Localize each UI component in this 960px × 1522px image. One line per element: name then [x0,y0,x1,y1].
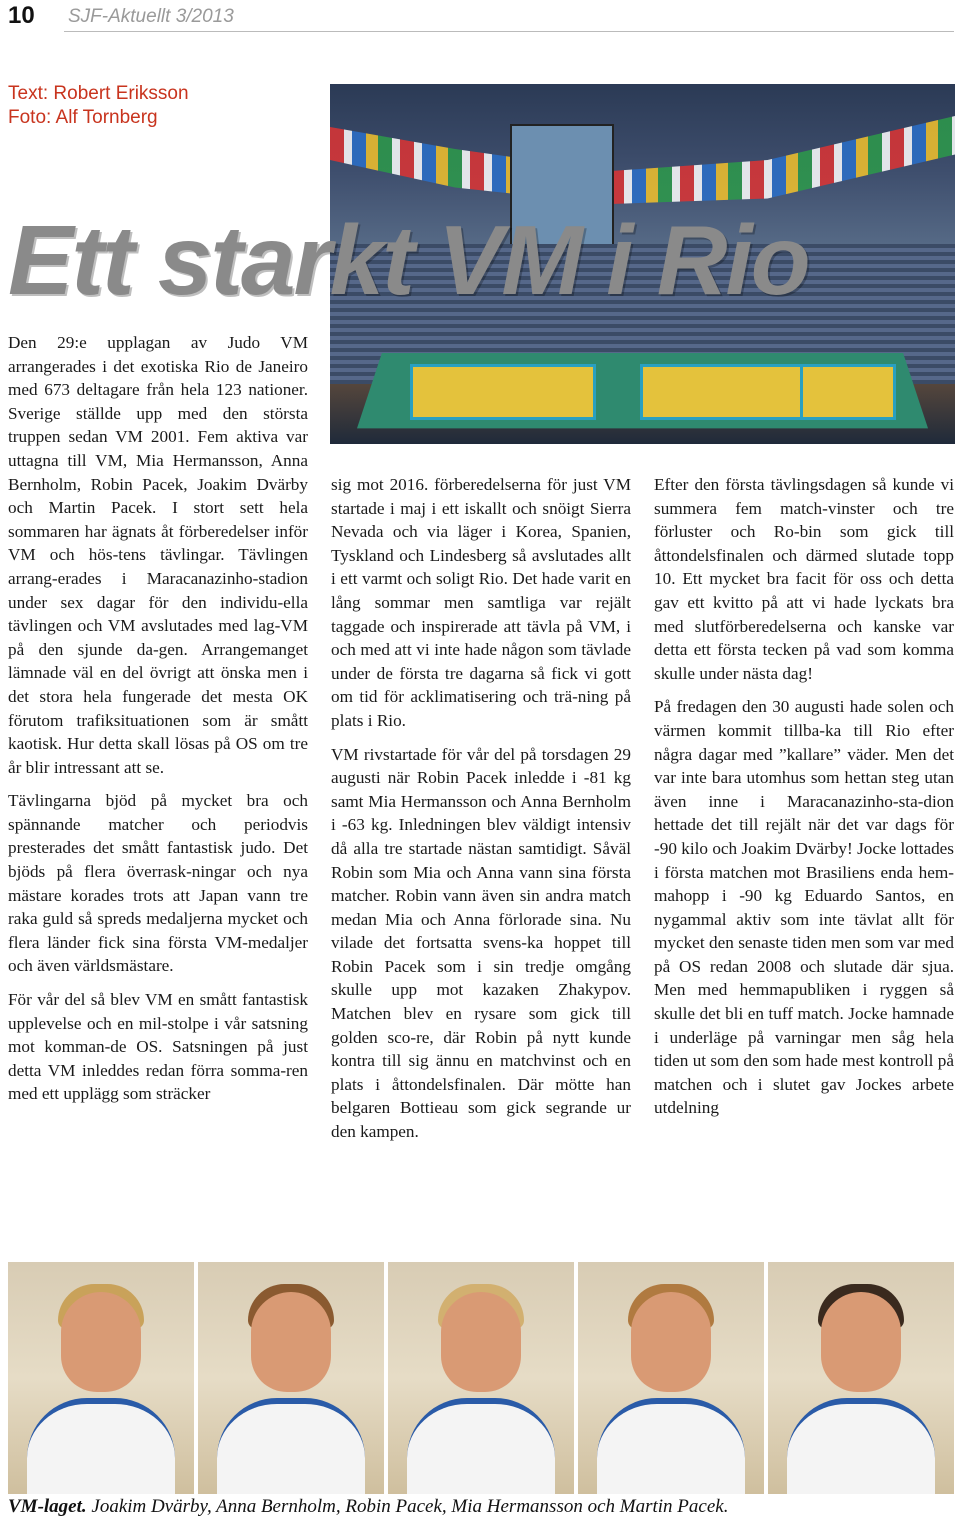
credits [8,82,189,130]
shirt [27,1398,176,1494]
article-column-3 [654,473,954,1130]
face [631,1292,711,1392]
shirt [597,1398,746,1494]
page-header [0,0,960,36]
paragraph: sig mot 2016. förberedelserna för just VM startade i maj i ett iskallt och snöigt Sierra Nevada och via läger i Korea, Spanien, Tyskland och Lindesberg så avslutades allt i ett varmt och soligt Rio. Det hade varit en lång sommar men samtliga var rejält taggade och inspirerade att tävla på VM, i och med att vi inte hade någon som tävlade under de första tre dagarna så fick vi gott om tid för acklimatisering och trä-ning på plats i Rio. [331,475,631,730]
paragraph: Den 29:e upplagan av Judo VM arrangerades i det exotiska Rio de Janeiro med 673 deltagare från hela 123 nationer. Sverige ställde upp med den största truppen sedan VM 2001. Fem aktiva var uttagna till VM, Mia Hermansson, Anna Bernholm, Robin Pacek, Joakim Dvärby och Martin Pacek. I stort sett hela sommaren har ägnats åt förberedelser inför VM och hös-tens tävlingar. Tävlingen arrang-erades i Maracanazinho-stadion under sex dagar för den individu-ella tävlingen och VM avslutades med lag-VM på den sjunde da-gen. Arrangemanget lämnade väl en del övrigt att önska men i det stora hela fungerade det mesta OK förutom trafiksituationen som är smått kaotisk. Hur detta skall lösas på OS om tre år blir intressant att se. [8,333,308,777]
face [61,1292,141,1392]
judo-mat [640,364,826,420]
article-column-1 [8,331,308,1116]
face [441,1292,521,1392]
paragraph: På fredagen den 30 augusti hade solen och värmen kommit tillba-ka till Rio efter några dagar med ”kallare” väder. Men det var inte bara utomhus som hettan steg utan även inne i Maracanazinho-sta-dion hettade det till rejält när det var dags för -90 kilo och Joakim Dvärby! Jocke lottades i första matchen mot Brasiliens enda hem-mahopp i -90 kg Eduardo Santos, en nygammal aktiv som inte tävlat allt för mycket den senaste tiden men som var med på OS redan 2008 och slutade där sjua. Men med hemmapubliken i ryggen så skulle det bli en tuff match. Jocke hamnade i underläge på varningar men såg hela tiden ut som den som hade mest kontroll på matchen och i slutet gav Jockes arbete utdelning [654,697,954,1118]
paragraph: Efter den första tävlingsdagen så kunde vi summera fem match-vinster och tre förluster och Ro-bin som gick till åttondelsfinalen och därmed slutade topp 10. Ett mycket bra facit för oss och detta gav ett kvitto på att vi hade lyckats bra med slutförberedelserna och kanske var detta ett första tecken på vad som komma skulle under nästa dag! [654,475,954,683]
paragraph: Tävlingarna bjöd på mycket bra och spännande matcher och periodvis presterades det smått fantastisk judo. Det bjöds på flera överrask-ningar och nya mästare korades trots att Japan vann tre raka guld så spreds medaljerna mycket och flera länder fick sina första VM-medaljer och även världsmästare. [8,791,308,976]
article-headline: Ett starkt VM i Rio [8,205,809,315]
paragraph: För vår del så blev VM en smått fantastisk upplevelse och en mil-stolpe i vår satsning mot komman-de OS. Satsningen på just detta VM inleddes redan förra somma-ren med ett upplägg som sträcker [8,990,308,1104]
article-column-2 [331,473,631,1154]
issue-label: SJF-Aktuellt 3/2013 [68,6,234,27]
team-photos [8,1262,954,1494]
team-member-photo [8,1262,194,1494]
page-number: 10 [8,2,35,29]
shirt [217,1398,366,1494]
team-member-photo [388,1262,574,1494]
header-rule [64,31,954,32]
team-member-photo [768,1262,954,1494]
judo-mat [800,364,896,420]
judo-mat [410,364,596,420]
face [251,1292,331,1392]
flags-decoration [330,94,955,204]
shirt [787,1398,936,1494]
text-credit: Text: Robert Eriksson [8,83,189,104]
photo-caption [8,1496,728,1518]
paragraph: VM rivstartade för vår del på torsdagen 29 augusti när Robin Pacek inledde i -81 kg samt Mia Hermansson och Anna Bernholm i -63 kg. Inledningen blev väldigt intensiv då alla tre startade nästan samtidigt. Såväl Robin som Mia och Anna vann sina första matcher. Robin vann även sin andra match medan Mia och Anna förlorade sina. Nu vilade det fortsatta svens-ka hoppet till Robin Pacek som i sin tredje omgång skulle upp mot kazaken Zhakypov. Matchen blev en rysare som gick till golden sco-re, där Robin på nytt kunde kontra till sig ännu en matchvinst och en plats i åttondelsfinalen. Där mötte han belgaren Bottieau som gick segrande ur den kampen. [331,744,631,1142]
photo-credit: Foto: Alf Tornberg [8,107,158,128]
caption-lead: VM-laget. [8,1496,87,1517]
caption-text: Joakim Dvärby, Anna Bernholm, Robin Pacek, Mia Hermansson och Martin Pacek. [86,1496,729,1517]
shirt [407,1398,556,1494]
team-member-photo [198,1262,384,1494]
face [821,1292,901,1392]
team-member-photo [578,1262,764,1494]
